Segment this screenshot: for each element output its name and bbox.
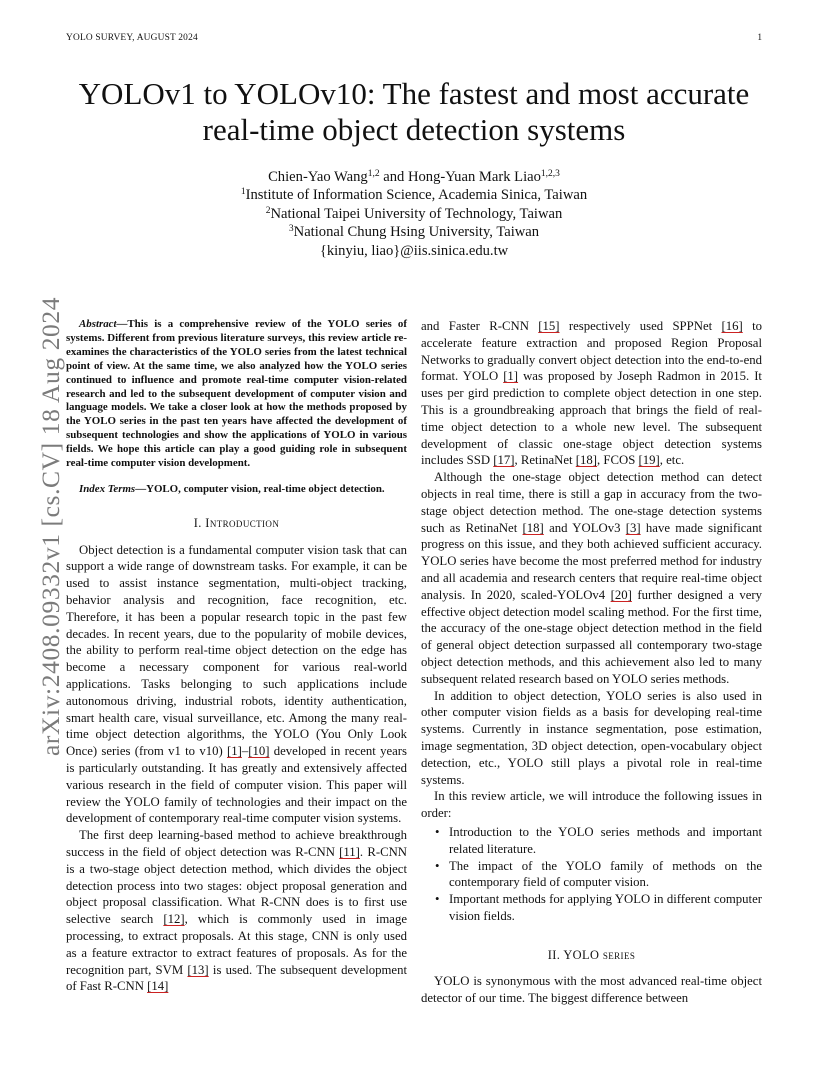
list-item: • Important methods for applying YOLO in different computer vision fields. bbox=[449, 891, 762, 925]
section-number: II. bbox=[547, 947, 564, 962]
author-block bbox=[66, 168, 762, 260]
affiliation-marker: 3 bbox=[288, 224, 294, 235]
paragraph-text: and YOLOv3 bbox=[543, 520, 626, 535]
paragraph-text: have made significant progress on this issue, and they both achieved sufficient accuracy. YOLO series have become the most preferred method for industry and all academia and research centers that require real-time object analysis. In 2020, scaled-YOLOv4 bbox=[421, 520, 762, 602]
abstract bbox=[66, 318, 407, 497]
citation-link[interactable]: [18] bbox=[575, 453, 598, 468]
arxiv-identifier-stamp[interactable]: arXiv:2408.09332v1 [cs.CV] 18 Aug 2024 bbox=[36, 296, 65, 756]
affiliation-text: National Taipei University of Technology, Taiwan bbox=[270, 205, 563, 222]
paragraph-text: , FCOS bbox=[597, 453, 639, 468]
section-title: YOLO bbox=[563, 947, 603, 962]
citation-link[interactable]: [1] bbox=[503, 369, 519, 384]
section-heading-introduction bbox=[66, 515, 407, 532]
right-column bbox=[421, 318, 762, 1007]
citation-link[interactable]: [12] bbox=[163, 912, 185, 927]
section-title-smallcaps: series bbox=[602, 947, 636, 962]
citation-link[interactable]: [10] bbox=[248, 744, 270, 759]
paragraph-text: to accelerate feature extraction and proposed Region Proposal Networks to gradually convert object detection into the end-to-end format. YOLO bbox=[421, 319, 763, 384]
author-name: Hong-Yuan Mark Liao bbox=[407, 169, 541, 185]
paragraph-text: , which is commonly used in image processing, to extract proposals. At this stage, CNN is only used as a feature extractor to extract features of proposals. As for the recognition part, SVM bbox=[66, 912, 407, 977]
author-conjunction: and bbox=[379, 169, 408, 185]
body-paragraph bbox=[66, 542, 407, 828]
index-terms bbox=[66, 483, 407, 497]
section-number: I. bbox=[193, 515, 206, 530]
paragraph-text: is used. The subsequent development of Fast R-CNN bbox=[66, 962, 408, 994]
body-paragraph: In this review article, we will introduce the following issues in order: bbox=[421, 789, 762, 821]
paragraph-text: was proposed by Joseph Radmon in 2015. It uses per gird prediction to complete object detection in one step. This is a groundbreaking approach that brings the field of real-time object detection to a whole new level. The subsequent development of classic one-stage object detection systems includes SSD bbox=[421, 369, 762, 468]
author-name: Chien-Yao Wang bbox=[268, 169, 368, 185]
citation-link[interactable]: [15] bbox=[538, 319, 560, 333]
running-header: YOLO SURVEY, AUGUST 2024 bbox=[66, 33, 198, 43]
citation-link[interactable]: [16] bbox=[721, 319, 743, 333]
citation-link[interactable]: [13] bbox=[187, 962, 209, 977]
author-email[interactable]: {kinyiu, liao}@iis.sinica.edu.tw bbox=[319, 242, 509, 259]
body-paragraph bbox=[66, 827, 407, 995]
author-affiliation-marker: 1,2 bbox=[367, 169, 380, 179]
section-heading-yolo-series bbox=[421, 947, 762, 964]
section-title: Introduction bbox=[205, 515, 280, 530]
paragraph-text: . R-CNN is a two-stage object detection method, which divides the object detection process into two stages: object proposal generation and object proposal classification. What R-CNN does is to first use selective search bbox=[66, 845, 407, 927]
paper-title: YOLOv1 to YOLOv10: The fastest and most accurate real-time object detection systems bbox=[78, 76, 750, 147]
paragraph-text: developed in recent years is particularly outstanding. It has greatly and extensively affected various research in the field of computer vision. This paper will review the YOLO family of technologies and their impact on the development of contemporary real-time computer vision systems. bbox=[66, 744, 407, 826]
list-item: • Introduction to the YOLO series methods and important related literature. bbox=[449, 824, 762, 858]
paragraph-text: , RetinaNet bbox=[514, 453, 576, 468]
range-dash: – bbox=[241, 744, 249, 759]
author-line bbox=[66, 168, 762, 186]
body-paragraph-continued bbox=[421, 318, 762, 469]
citation-link[interactable]: [14] bbox=[147, 979, 169, 994]
index-terms-text: —YOLO, computer vision, real-time object detection. bbox=[135, 482, 385, 495]
affiliation-marker: 1 bbox=[240, 187, 246, 198]
paragraph-text: respectively used SPPNet bbox=[559, 319, 722, 333]
paragraph-text: and Faster R-CNN bbox=[421, 319, 539, 333]
author-affiliation-marker: 1,2,3 bbox=[540, 169, 560, 179]
citation-link[interactable]: [18] bbox=[522, 520, 544, 535]
affiliation-line bbox=[66, 186, 762, 204]
page-number: 1 bbox=[757, 33, 762, 43]
citation-link[interactable]: [1] bbox=[226, 744, 242, 759]
list-item: • The impact of the YOLO family of methods on the contemporary field of computer vision. bbox=[449, 858, 762, 892]
left-column bbox=[66, 318, 407, 995]
affiliation-line bbox=[66, 205, 762, 223]
abstract-paragraph bbox=[66, 318, 407, 471]
citation-link[interactable]: [19] bbox=[638, 453, 660, 468]
affiliation-text: Institute of Information Science, Academia Sinica, Taiwan bbox=[245, 187, 588, 204]
paragraph-text: The first deep learning-based method to achieve breakthrough success in the field of object detection was R-CNN bbox=[66, 828, 407, 860]
paragraph-text: Object detection is a fundamental computer vision task that can support a wide range of downstream tasks. For example, it can be used to assist instance segmentation, multi-object tracking, behavior analysis and recognition, face recognition, etc. Therefore, it has been a popular research topic in the past few decades. In recent years, due to the popularity of mobile devices, the ability to perform real-time object detection on the edge has become a necessary component for various real-world applications. Tasks belonging to such applications include autonomous driving, industrial robots, identity authentication, smart health care, visual surveillance, etc. Among the many real-time object detection algorithms, the YOLO (You Only Look Once) series (from v1 to v10) bbox=[66, 542, 407, 759]
affiliation-marker: 2 bbox=[265, 205, 271, 216]
paragraph-text: further designed a very effective object detection model scaling method. For the first time, the accuracy of the one-stage object detection method in the field of general object detection surpassed all contemporary two-stage object detection methods, and this achievement also led to many subsequent related research based on YOLO series methods. bbox=[421, 587, 762, 686]
abstract-label: Abstract bbox=[79, 318, 117, 330]
affiliation-text: National Chung Hsing University, Taiwan bbox=[293, 224, 540, 241]
body-paragraph: YOLO is synonymous with the most advanced real-time object detector of our time. The biggest difference between bbox=[421, 974, 762, 1006]
citation-link[interactable]: [3] bbox=[625, 520, 641, 535]
affiliation-line bbox=[66, 223, 762, 241]
citation-link[interactable]: [17] bbox=[493, 453, 515, 468]
index-terms-label: Index Terms bbox=[79, 482, 136, 495]
body-paragraph: In addition to object detection, YOLO series is also used in other computer vision fields as a basis for developing real-time systems. Currently in instance segmentation, pose estimation, image segmentation, 3D object detection, open-vocabulary object detection, etc., YOLO still plays a pivotal role in real-time systems. bbox=[421, 688, 762, 787]
citation-link[interactable]: [11] bbox=[339, 845, 360, 860]
citation-link[interactable]: [20] bbox=[610, 587, 632, 602]
paragraph-text: , etc. bbox=[659, 453, 685, 468]
body-paragraph bbox=[421, 469, 762, 687]
abstract-text: —This is a comprehensive review of the YOLO series of systems. Different from previous literature surveys, this review article re-examines the characteristics of the YOLO series from the latest technical point of view. At the same time, we also analyzed how the YOLO series continued to influence and promote real-time computer vision-related research and led to the subsequent development of computer vision and language models. We take a closer look at how the methods proposed by the YOLO series in the past ten years have affected the development of subsequent technologies and show the applications of YOLO in various fields. We hope this article can play a good guiding role in subsequent real-time computer vision development. bbox=[66, 318, 407, 470]
issues-list bbox=[421, 824, 762, 925]
paragraph-text: Although the one-stage object detection method can detect objects in real time, there is still a gap in accuracy from the two-stage object detection method. The one-stage detection systems such as RetinaNet bbox=[421, 470, 762, 535]
